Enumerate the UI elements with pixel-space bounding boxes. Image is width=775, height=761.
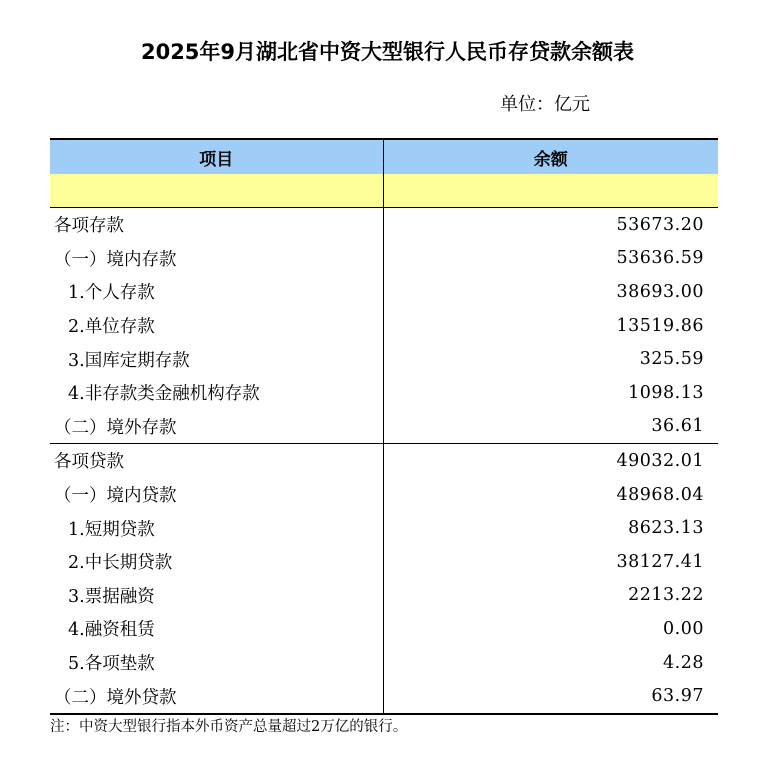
row-item: 各项贷款 — [50, 444, 383, 478]
row-value: 1098.13 — [628, 382, 704, 403]
subheader-cell — [50, 174, 383, 208]
row-value: 325.59 — [639, 349, 704, 370]
balance-table — [50, 138, 718, 715]
header-balance: 余额 — [383, 139, 718, 174]
header-item: 项目 — [50, 139, 383, 174]
page-title: 2025年9月湖北省中资大型银行人民币存贷款余额表 — [140, 40, 635, 64]
row-item: 1.个人存款 — [50, 275, 383, 309]
table-row — [50, 342, 718, 376]
footnote: 注：中资大型银行指本外币资产总量超过2万亿的银行。 — [50, 719, 408, 735]
row-item: （一）境内存款 — [50, 242, 383, 276]
row-item: （二）境外贷款 — [50, 679, 383, 714]
row-item: 3.国库定期存款 — [50, 342, 383, 376]
table-row — [50, 275, 718, 309]
table-row — [50, 444, 718, 478]
row-item: 5.各项垫款 — [50, 646, 383, 680]
row-item: 4.融资租赁 — [50, 612, 383, 646]
table-row — [50, 545, 718, 579]
row-value: 49032.01 — [383, 444, 718, 478]
row-item: （一）境内贷款 — [50, 478, 383, 512]
table-row — [50, 612, 718, 646]
table-row — [50, 511, 718, 545]
table-row — [50, 376, 718, 410]
row-value: 38693.00 — [616, 281, 704, 302]
table-row — [50, 646, 718, 680]
subheader-cell — [383, 174, 718, 208]
unit-label: 单位：亿元 — [500, 94, 590, 115]
row-value: 0.00 — [663, 618, 704, 639]
table-header-row — [50, 139, 718, 174]
row-value: 8623.13 — [628, 518, 704, 539]
row-item: 各项存款 — [50, 208, 383, 242]
row-item: （二）境外存款 — [50, 410, 383, 444]
row-value: 36.61 — [651, 416, 704, 437]
row-value: 53673.20 — [616, 214, 704, 235]
row-value: 53636.59 — [616, 248, 704, 269]
row-item: 2.中长期贷款 — [50, 545, 383, 579]
row-value: 13519.86 — [616, 315, 704, 336]
row-item: 3.票据融资 — [50, 579, 383, 613]
table-row — [50, 208, 718, 242]
table-row — [50, 579, 718, 613]
row-item: 4.非存款类金融机构存款 — [50, 376, 383, 410]
table-row — [50, 410, 718, 444]
table-row — [50, 309, 718, 343]
row-value: 4.28 — [663, 652, 704, 673]
row-value: 48968.04 — [616, 484, 704, 505]
row-item: 2.单位存款 — [50, 309, 383, 343]
subheader-row — [50, 174, 718, 208]
table-row — [50, 242, 718, 276]
table-row — [50, 478, 718, 512]
row-item: 1.短期贷款 — [50, 511, 383, 545]
row-value: 38127.41 — [616, 551, 704, 572]
table-row — [50, 679, 718, 714]
row-value: 63.97 — [383, 679, 718, 714]
row-value: 2213.22 — [628, 585, 704, 606]
